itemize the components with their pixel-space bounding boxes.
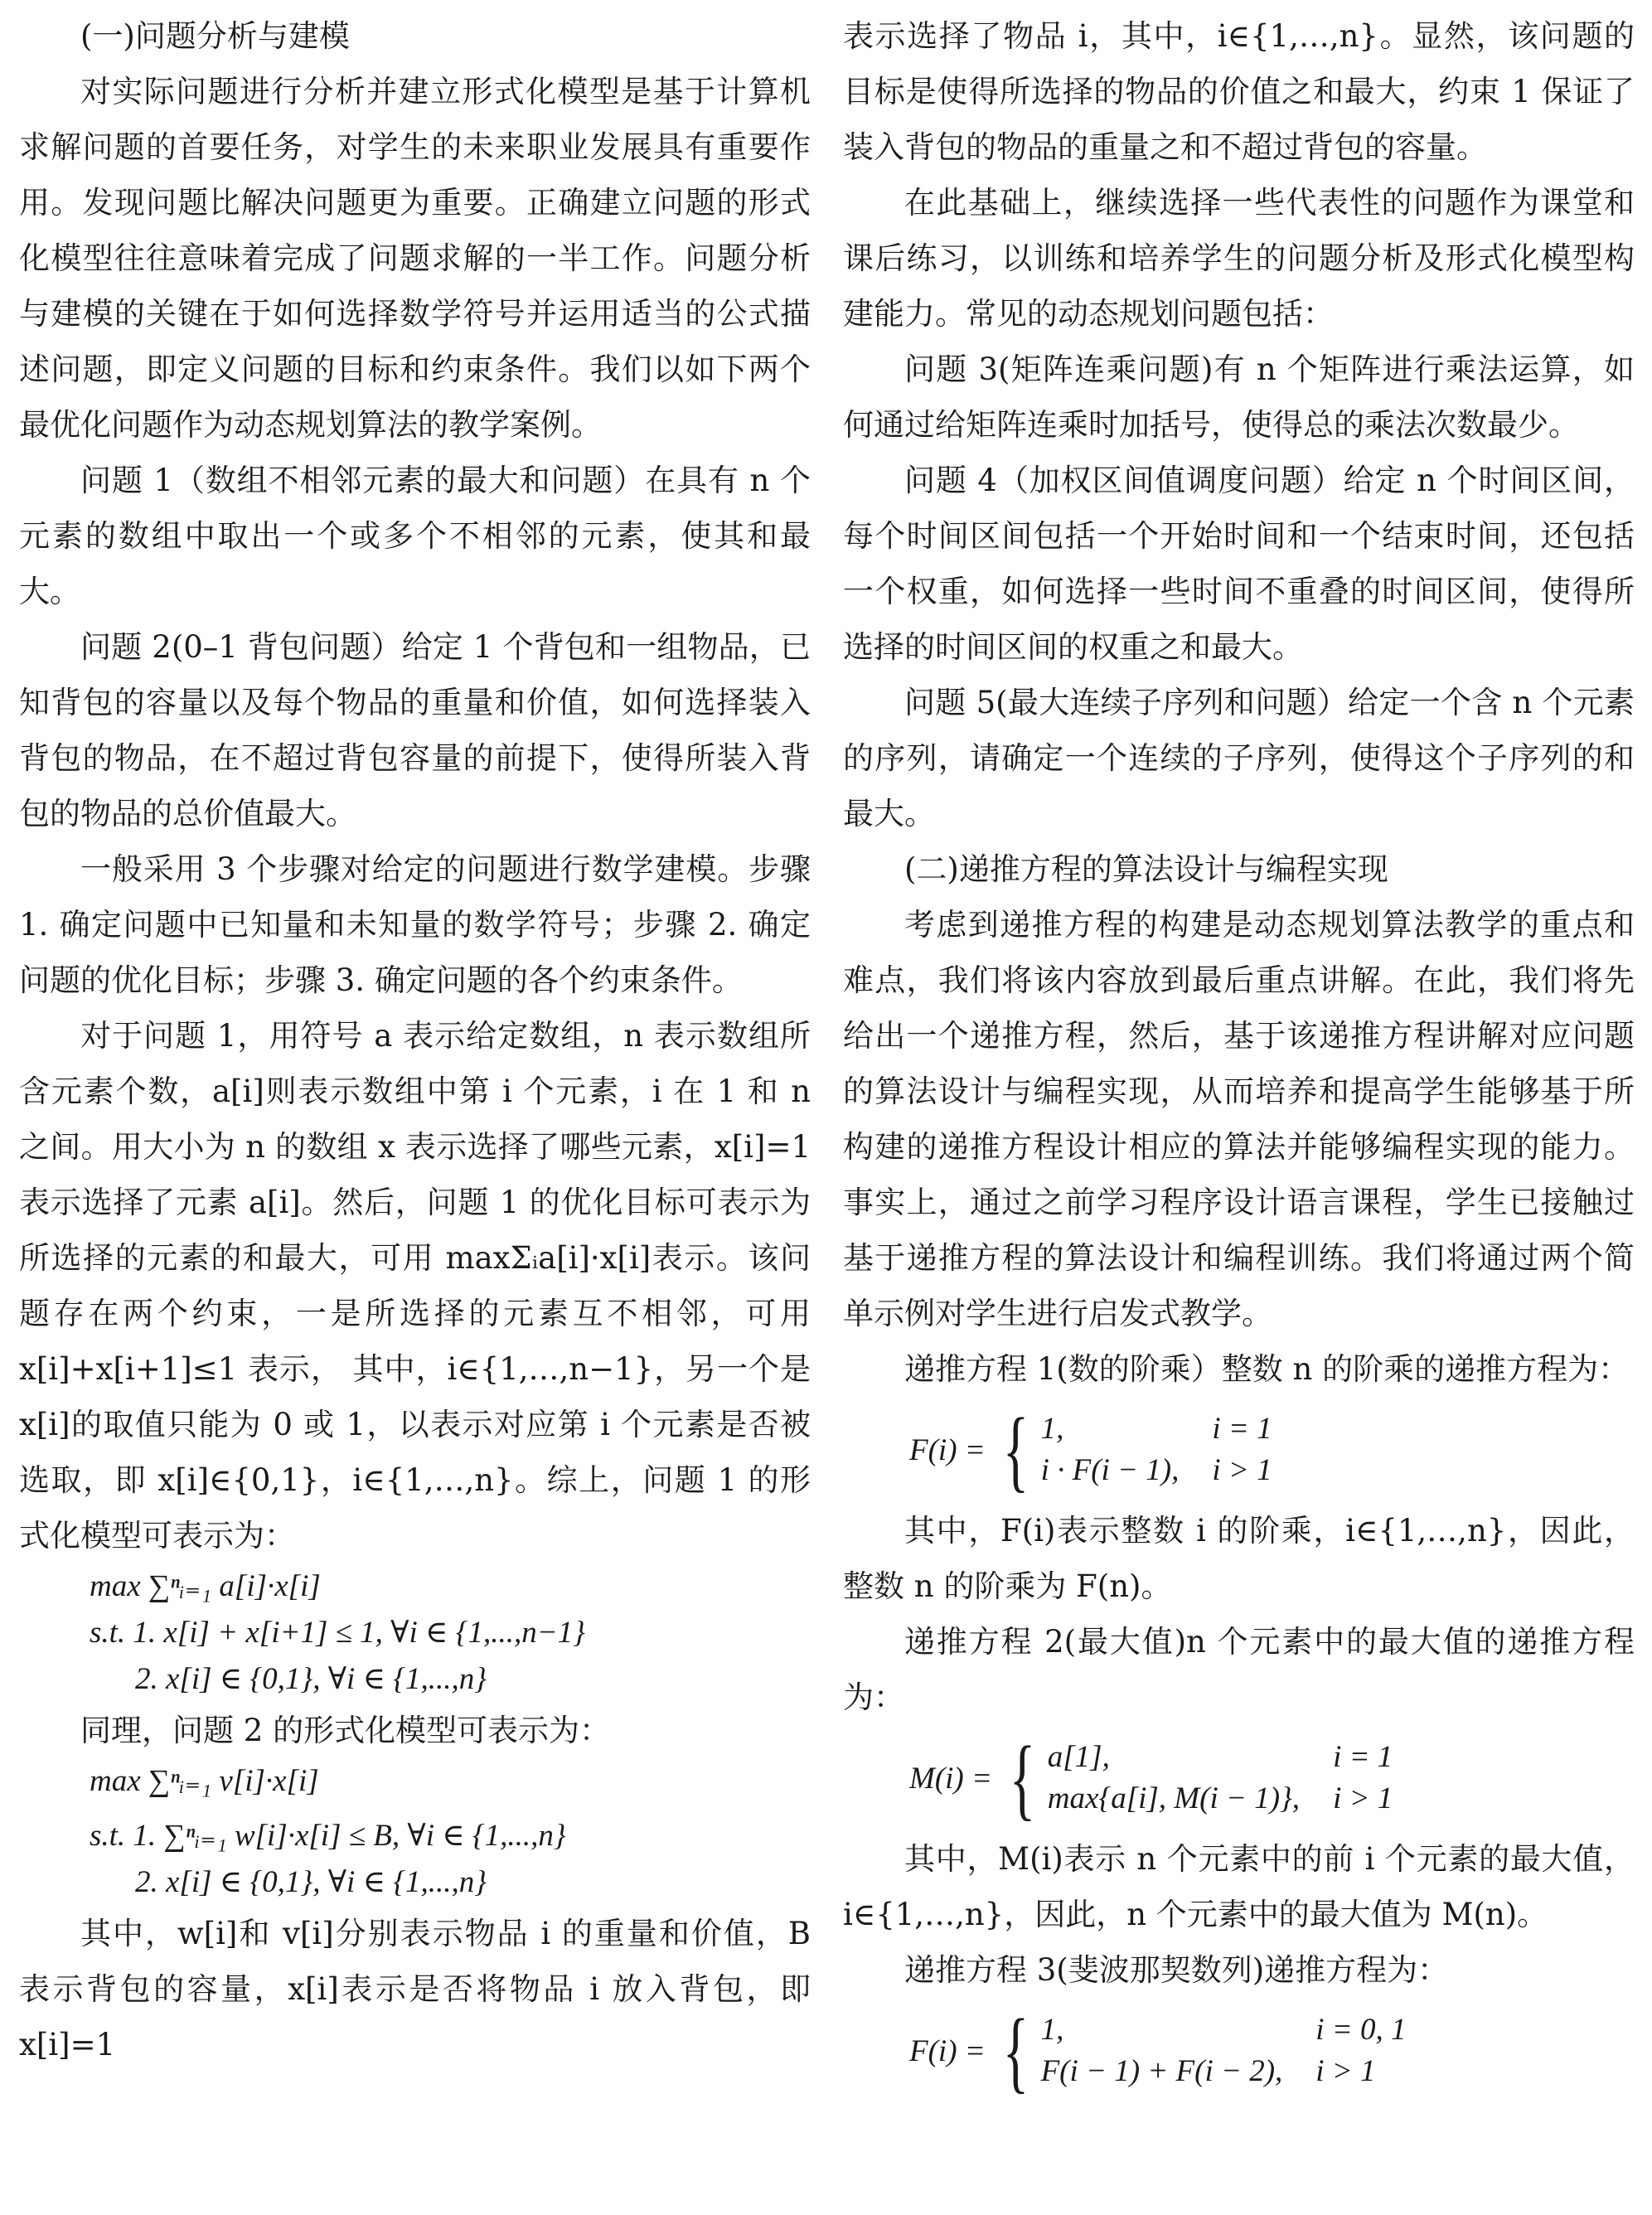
case-value: a[1], [1047, 1740, 1110, 1774]
formula-objective: max ∑ⁿᵢ₌₁ a[i]·x[i] [90, 1569, 321, 1603]
paragraph-recurrence-3: 递推方程 3(斐波那契数列)递推方程为： [904, 1952, 1449, 1988]
paragraph: 同理，问题 2 的形式化模型可表示为： [80, 1713, 611, 1748]
paragraph: 一般采用 3 个步骤对给定的问题进行数学建模。步骤 1. 确定问题中已知量和未知量的数学符号；步骤 2. 确定问题的优化目标；步骤 3. 确定问题的各个约束条件。 [19, 851, 811, 998]
paragraph: 对于问题 1，用符号 a 表示给定数组，n 表示数组所含元素个数，a[i]则表示数组中第 i 个元素，i 在 1 和 n 之间。用大小为 n 的数组 x 表示选择了哪些元素，x[i]=1 表示选择了元素 a[i]。然后，问题 1 的优化目标可表示为所选择的元素的和最大，可用 maxΣᵢa[i]·x[i]表示。该问题存在两个约束，一是所选择的元素互不相邻，可用 x[i]+x[i+1]≤1 表示， 其中，i∈{1,…,n−1}，另一个是 x[i]的取值只能为 0 或 1，以表示对应第 i 个元素是否被选取，即 x[i]∈{0,1}，i∈{1,…,n}。综上，问题 1 的形式化模型可表示为： [19, 1018, 811, 1553]
case-condition: i > 1 [1315, 2054, 1376, 2088]
left-column [19, 8, 811, 2072]
case-value: 1, [1040, 2013, 1064, 2047]
paragraph-recurrence-1: 递推方程 1(数的阶乘）整数 n 的阶乘的递推方程为： [904, 1351, 1630, 1387]
formula-factorial [909, 1399, 1635, 1500]
brace-icon: { [1002, 1399, 1029, 1500]
paragraph: 对实际问题进行分析并建立形式化模型是基于计算机求解问题的首要任务，对学生的未来职业发展具有重要作用。发现问题比解决问题更为重要。正确建立问题的形式化模型往往意味着完成了问题求解的一半工作。问题分析与建模的关键在于如何选择数学符号并运用适当的公式描述问题，即定义问题的目标和约束条件。我们以如下两个最优化问题作为动态规划算法的教学案例。 [19, 74, 811, 443]
paragraph: 其中，M(i)表示 n 个元素中的前 i 个元素的最大值，i∈{1,…,n}，因此，n 个元素中的最大值为 M(n)。 [843, 1841, 1635, 1932]
formula-fibonacci [909, 2000, 1635, 2101]
formula-constraint-2: 2. x[i] ∈ {0,1}, ∀i ∈ {1,...,n} [135, 1865, 487, 1899]
case-value: F(i − 1) + F(i − 2), [1040, 2054, 1283, 2088]
brace-icon: { [1002, 2000, 1029, 2101]
paragraph-problem-1: 问题 1（数组不相邻元素的最大和问题）在具有 n 个元素的数组中取出一个或多个不相邻的元素，使其和最大。 [19, 463, 811, 609]
case-condition: i = 0, 1 [1315, 2013, 1407, 2047]
paragraph-problem-5: 问题 5(最大连续子序列和问题）给定一个含 n 个元素的序列，请确定一个连续的子序列，使得这个子序列的和最大。 [843, 685, 1635, 831]
formula-lhs: F(i) = [909, 2033, 986, 2068]
paragraph-problem-3: 问题 3(矩阵连乘问题)有 n 个矩阵进行乘法运算，如何通过给矩阵连乘时加括号，使得总的乘法次数最少。 [843, 351, 1635, 443]
paragraph: 其中，w[i]和 v[i]分别表示物品 i 的重量和价值，B 表示背包的容量，x[i]表示是否将物品 i 放入背包，即 x[i]=1 [19, 1916, 811, 2062]
paragraph-recurrence-2: 递推方程 2(最大值)n 个元素中的最大值的递推方程为： [843, 1624, 1635, 1715]
formula-constraint-2: 2. x[i] ∈ {0,1}, ∀i ∈ {1,...,n} [135, 1662, 487, 1696]
brace-icon: { [1009, 1728, 1036, 1829]
section-heading-2: (二)递推方程的算法设计与编程实现 [904, 851, 1388, 887]
case-value: i · F(i − 1), [1040, 1453, 1180, 1487]
paragraph: 考虑到递推方程的构建是动态规划算法教学的重点和难点，我们将该内容放到最后重点讲解。在此，我们将先给出一个递推方程，然后，基于该递推方程讲解对应问题的算法设计与编程实现，从而培养和提高学生能够基于所构建的递推方程设计相应的算法并能够编程实现的能力。事实上，通过之前学习程序设计语言课程，学生已接触过基于递推方程的算法设计和编程训练。我们将通过两个简单示例对学生进行启发式教学。 [843, 907, 1635, 1331]
paragraph-problem-4: 问题 4（加权区间值调度问题）给定 n 个时间区间，每个时间区间包括一个开始时间和一个结束时间，还包括一个权重，如何选择一些时间不重叠的时间区间，使得所选择的时间区间的权重之和最大。 [843, 463, 1635, 665]
section-heading-1: (一)问题分析与建模 [80, 18, 350, 54]
formula-lhs: F(i) = [909, 1432, 986, 1467]
paragraph: 表示选择了物品 i，其中，i∈{1,…,n}。显然，该问题的目标是使得所选择的物品的价值之和最大，约束 1 保证了装入背包的物品的重量之和不超过背包的容量。 [843, 18, 1635, 165]
right-column [843, 8, 1635, 2104]
formula-maximum [909, 1728, 1635, 1829]
paragraph-problem-2: 问题 2(0–1 背包问题）给定 1 个背包和一组物品，已知背包的容量以及每个物品的重量和价值，如何选择装入背包的物品，在不超过背包容量的前提下，使得所装入背包的物品的总价值最大。 [19, 629, 811, 831]
formula-problem-2 [19, 1758, 811, 1906]
paragraph: 其中，F(i)表示整数 i 的阶乘，i∈{1,…,n}，因此，整数 n 的阶乘为 F(n)。 [843, 1513, 1635, 1604]
formula-constraint-1: s.t. 1. ∑ⁿᵢ₌₁ w[i]·x[i] ≤ B, ∀i ∈ {1,...,n} [90, 1819, 566, 1853]
case-condition: i > 1 [1212, 1453, 1272, 1487]
paragraph: 在此基础上，继续选择一些代表性的问题作为课堂和课后练习，以训练和培养学生的问题分析及形式化模型构建能力。常见的动态规划问题包括： [843, 185, 1635, 332]
case-condition: i > 1 [1333, 1781, 1393, 1815]
formula-constraint-1: s.t. 1. x[i] + x[i+1] ≤ 1, ∀i ∈ {1,...,n−1} [90, 1616, 585, 1650]
case-value: max{a[i], M(i − 1)}, [1047, 1781, 1301, 1815]
formula-lhs: M(i) = [909, 1761, 992, 1796]
formula-problem-1 [19, 1563, 811, 1703]
formula-objective: max ∑ⁿᵢ₌₁ v[i]·x[i] [90, 1764, 319, 1798]
case-condition: i = 1 [1212, 1412, 1272, 1446]
case-condition: i = 1 [1333, 1740, 1393, 1774]
case-value: 1, [1040, 1412, 1064, 1446]
